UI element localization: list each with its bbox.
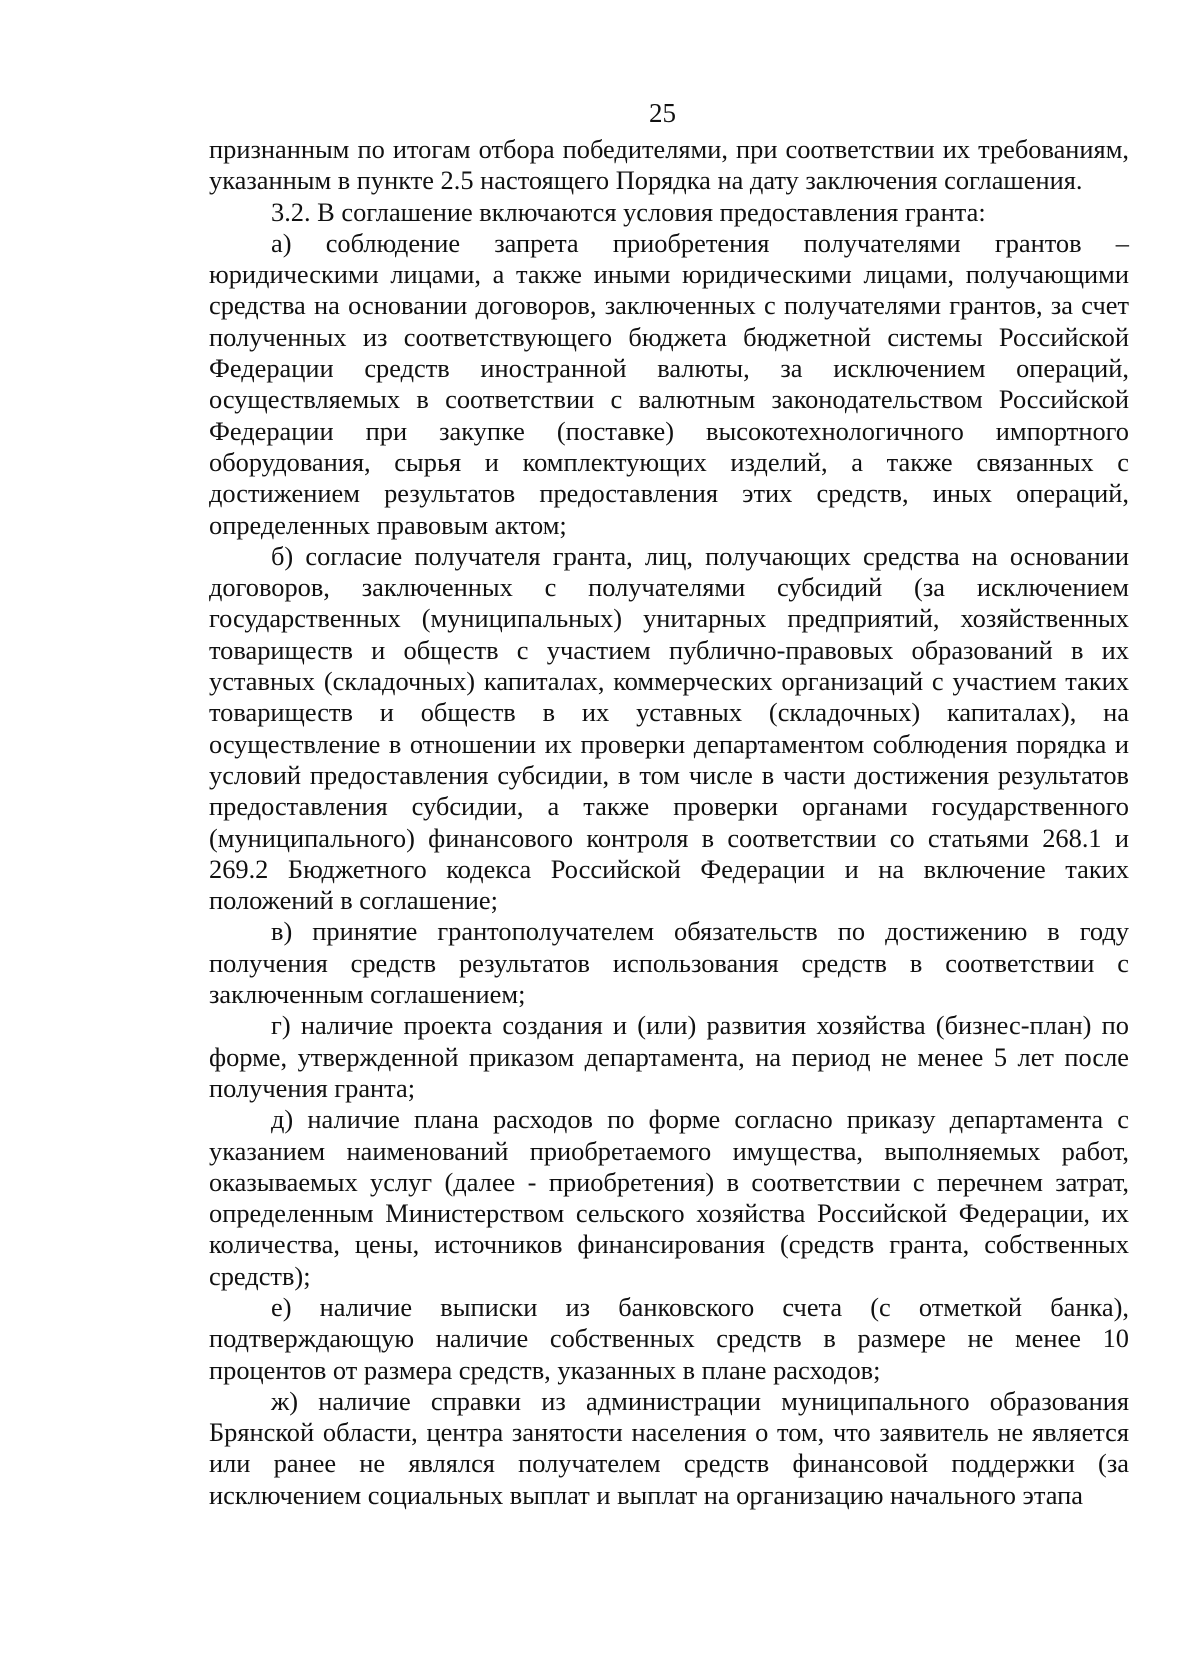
paragraph-item-zh: ж) наличие справки из администрации муниципального образования Брянской области, центра занятости населения о том, что заявитель не является или ранее не являлся получателем средств финансовой поддержки (за исключением социальных выплат и выплат на организацию начального этапа: [209, 1385, 1129, 1510]
paragraph-item-g: г) наличие проекта создания и (или) развития хозяйства (бизнес-план) по форме, утвержденной приказом департамента, на период не менее 5 лет после получения гранта;: [209, 1010, 1129, 1103]
paragraph-item-d: д) наличие плана расходов по форме согласно приказу департамента с указанием наименований приобретаемого имущества, выполняемых работ, оказываемых услуг (далее - приобретения) в соответствии с перечнем затрат, определенным Министерством сельского хозяйства Российской Федерации, их количества, цены, источников финансирования (средств гранта, собственных средств);: [209, 1104, 1129, 1291]
paragraph-item-v: в) принятие грантополучателем обязательств по достижению в году получения средств результатов использования средств в соответствии с заключенным соглашением;: [209, 916, 1129, 1010]
document-body: [209, 134, 1129, 1511]
paragraph-item-e: е) наличие выписки из банковского счета (с отметкой банка), подтверждающую наличие собственных средств в размере не менее 10 процентов от размера средств, указанных в плане расходов;: [209, 1291, 1129, 1385]
page-number: 25: [649, 98, 676, 128]
paragraph-item-a: а) соблюдение запрета приобретения получателями грантов – юридическими лицами, а также иными юридическими лицами, получающими средства на основании договоров, заключенных с получателями грантов, за счет полученных из соответствующего бюджета бюджетной системы Российской Федерации средств иностранной валюты, за исключением операций, осуществляемых в соответствии с валютным законодательством Российской Федерации при закупке (поставке) высокотехнологичного импортного оборудования, сырья и комплектующих изделий, а также связанных с достижением результатов предоставления этих средств, иных операций, определенных правовым актом;: [209, 227, 1129, 540]
paragraph-item-b: б) согласие получателя гранта, лиц, получающих средства на основании договоров, заключенных с получателями субсидий (за исключением государственных (муниципальных) унитарных предприятий, хозяйственных товариществ и обществ с участием публично-правовых образований в их уставных (складочных) капиталах, коммерческих организаций с участием таких товариществ и обществ в их уставных (складочных) капиталах), на осуществление в отношении их проверки департаментом соблюдения порядка и условий предоставления субсидии, в том числе в части достижения результатов предоставления субсидии, а также проверки органами государственного (муниципального) финансового контроля в соответствии со статьями 268.1 и 269.2 Бюджетного кодекса Российской Федерации и на включение таких положений в соглашение;: [209, 540, 1129, 916]
paragraph-3-2: 3.2. В соглашение включаются условия предоставления гранта:: [271, 196, 986, 227]
paragraph-continuation: признанным по итогам отбора победителями, при соответствии их требованиям, указанным в пункте 2.5 настоящего Порядка на дату заключения соглашения.: [209, 134, 1129, 196]
